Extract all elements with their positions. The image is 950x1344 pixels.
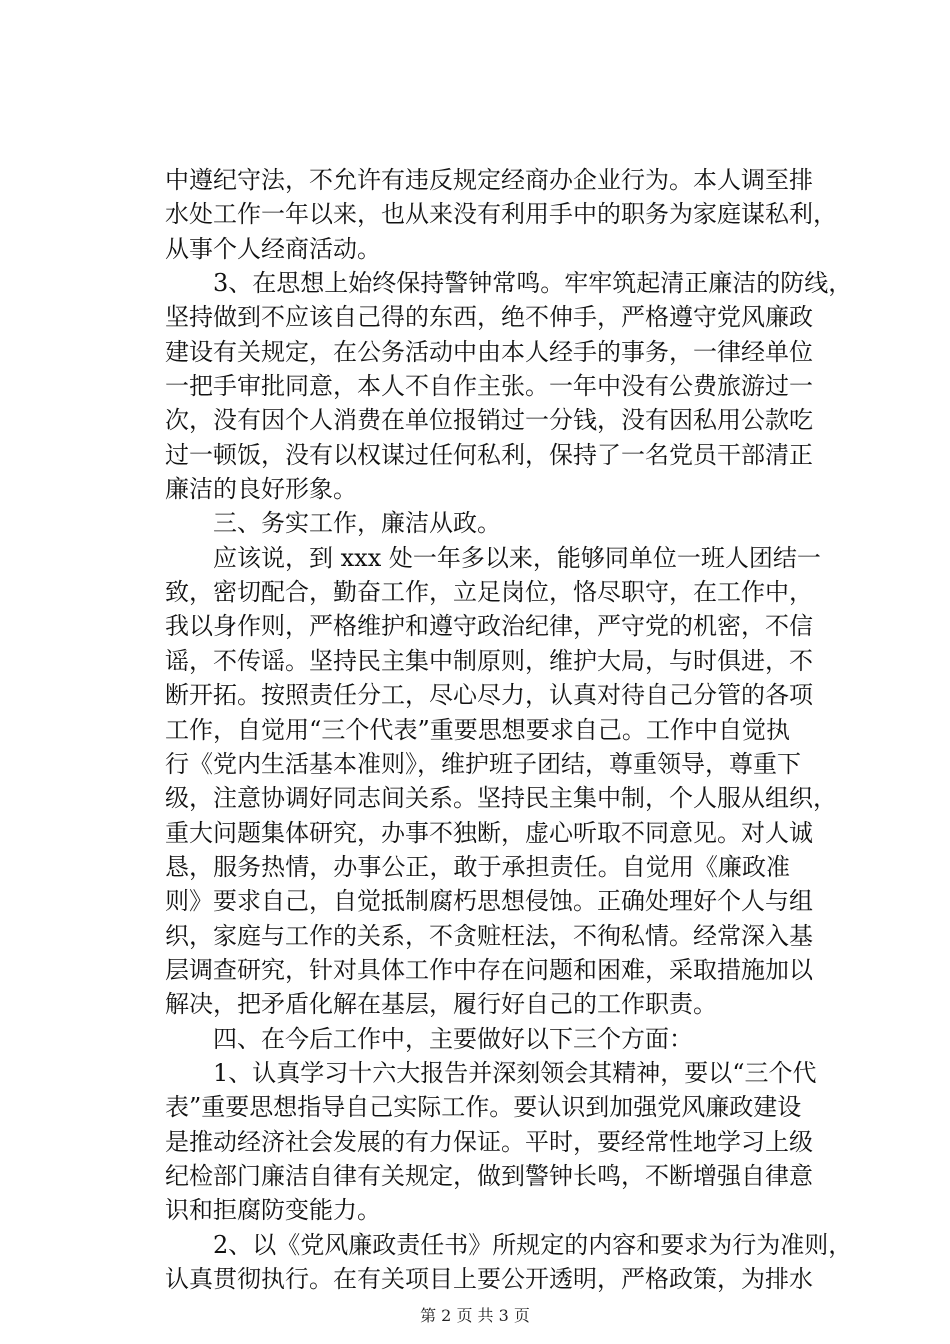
text-line: 3、在思想上始终保持警钟常鸣。牢牢筑起清正廉洁的防线，: [165, 269, 853, 298]
text-line: 解决，把矛盾化解在基层，履行好自己的工作职责。: [165, 990, 717, 1019]
text-line: 级，注意协调好同志间关系。坚持民主集中制，个人服从组织，: [165, 784, 837, 813]
document-body: [165, 163, 853, 1296]
text-line: 2、以《党风廉政责任书》所规定的内容和要求为行为准则，: [165, 1230, 853, 1259]
text-line: 致，密切配合，勤奋工作，立足岗位，恪尽职守，在工作中，: [165, 578, 813, 607]
text-line: 层调查研究，针对具体工作中存在问题和困难，采取措施加以: [165, 955, 813, 984]
text-line: 三、务实工作，廉洁从政。: [165, 509, 501, 538]
text-line: 重大问题集体研究，办事不独断，虚心听取不同意见。对人诚: [165, 818, 813, 847]
text-line: 坚持做到不应该自己得的东西，绝不伸手，严格遵守党风廉政: [165, 303, 813, 332]
text-line: 织，家庭与工作的关系，不贪赃枉法，不徇私情。经常深入基: [165, 921, 813, 950]
text-line: 行《党内生活基本准则》，维护班子团结，尊重领导，尊重下: [165, 749, 801, 778]
page-number-label: 第 2 页 共 3 页: [420, 1306, 530, 1325]
text-line: 我以身作则，严格维护和遵守政治纪律，严守党的机密，不信: [165, 612, 813, 641]
text-line: 一把手审批同意，本人不自作主张。一年中没有公费旅游过一: [165, 372, 813, 401]
text-line: 工作，自觉用“三个代表”重要思想要求自己。工作中自觉执: [165, 715, 790, 744]
text-line: 则》要求自己，自觉抵制腐朽思想侵蚀。正确处理好个人与组: [165, 887, 813, 916]
text-line: 从事个人经商活动。: [165, 234, 381, 263]
text-line: 认真贯彻执行。在有关项目上要公开透明，严格政策，为排水: [165, 1265, 813, 1293]
text-line: 水处工作一年以来，也从来没有利用手中的职务为家庭谋私利，: [165, 200, 837, 229]
page-footer: [0, 1306, 950, 1326]
text-line: 四、在今后工作中，主要做好以下三个方面：: [165, 1024, 693, 1053]
text-line: 廉洁的良好形象。: [165, 475, 357, 504]
text-line: 次，没有因个人消费在单位报销过一分钱，没有因私用公款吃: [165, 406, 813, 435]
text-line: 断开拓。按照责任分工，尽心尽力，认真对待自己分管的各项: [165, 681, 813, 710]
text-line: 建设有关规定，在公务活动中由本人经手的事务，一律经单位: [165, 337, 813, 366]
text-line: 纪检部门廉洁自律有关规定，做到警钟长鸣，不断增强自律意: [165, 1161, 813, 1190]
text-line: 识和拒腐防变能力。: [165, 1196, 381, 1225]
text-line: 谣，不传谣。坚持民主集中制原则，维护大局，与时俱进，不: [165, 646, 813, 675]
text-line: 表”重要思想指导自己实际工作。要认识到加强党风廉政建设: [165, 1093, 802, 1122]
text-line: 是推动经济社会发展的有力保证。平时，要经常性地学习上级: [165, 1127, 813, 1156]
text-line: 中遵纪守法，不允许有违反规定经商办企业行为。本人调至排: [165, 166, 813, 194]
text-line: 恳，服务热情，办事公正，敢于承担责任。自觉用《廉政准: [165, 852, 790, 881]
text-line: 过一顿饭，没有以权谋过任何私利，保持了一名党员干部清正: [165, 440, 813, 469]
text-line: 1、认真学习十六大报告并深刻领会其精神，要以“三个代: [165, 1058, 817, 1087]
text-line: 应该说，到 xxx 处一年多以来，能够同单位一班人团结一: [165, 543, 821, 572]
